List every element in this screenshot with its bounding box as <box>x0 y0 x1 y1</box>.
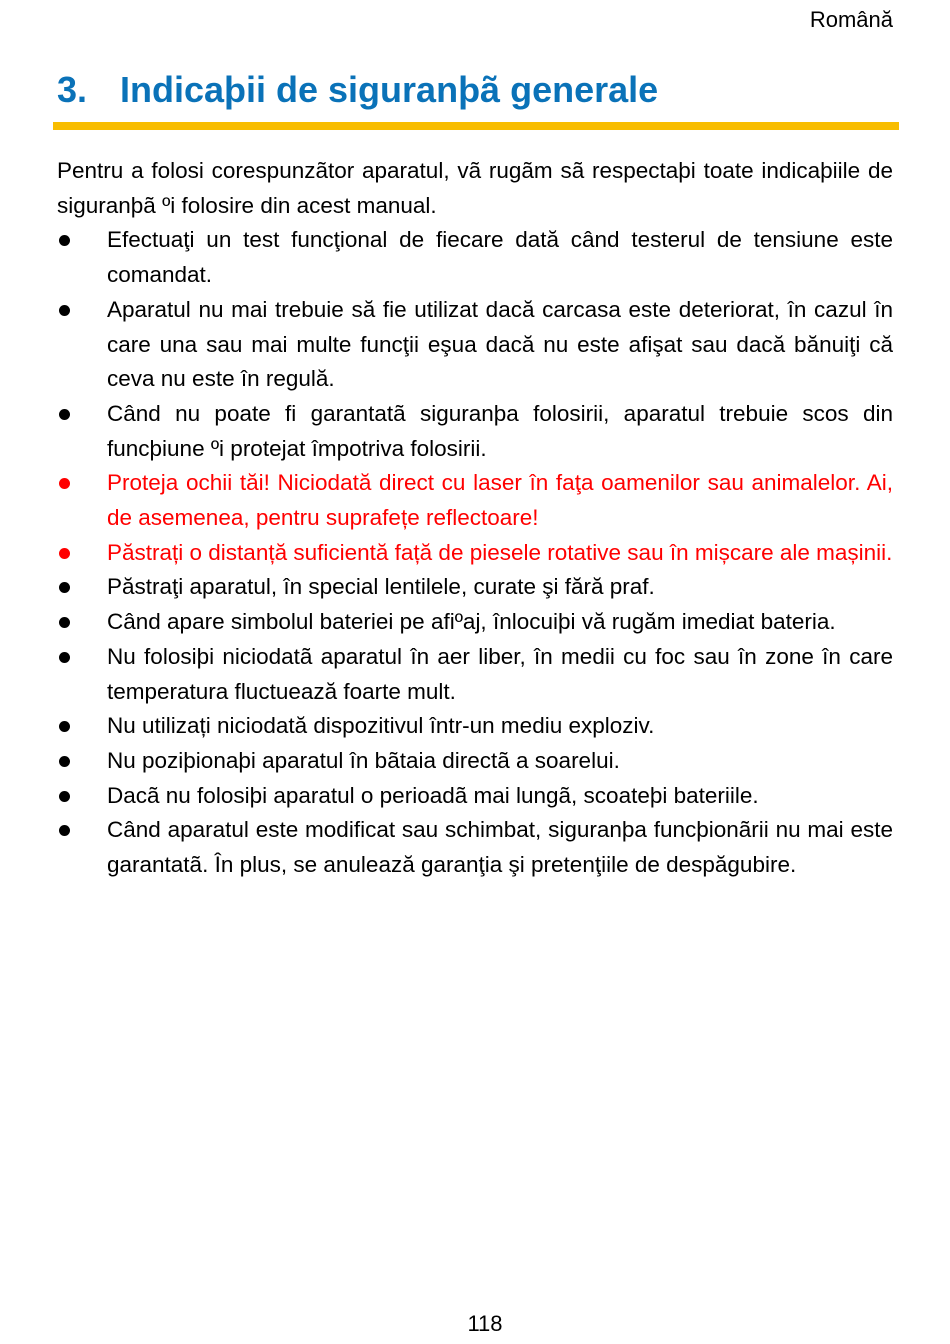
bullet-icon <box>59 409 70 420</box>
bullet-icon <box>59 548 70 559</box>
bullet-icon <box>59 617 70 628</box>
bullet-icon <box>59 791 70 802</box>
list-item-text: Efectuaţi un test funcţional de fiecare dată când testerul de tensiune este comandat. <box>107 227 893 288</box>
bullet-icon <box>59 721 70 732</box>
list-item <box>57 605 893 640</box>
list-item <box>57 293 893 397</box>
heading-underline <box>53 122 899 130</box>
safety-list <box>57 223 893 882</box>
list-item-text: Păstraţi aparatul, în special lentilele, curate şi fără praf. <box>107 574 655 600</box>
list-item <box>57 223 893 292</box>
list-item-text: Proteja ochii tăi! Niciodată direct cu laser în faţa oamenilor sau animalelor. Ai, de asemenea, pentru suprafețe reflectoare! <box>107 470 893 531</box>
list-item-text: Păstrați o distanță suficientă față de piesele rotative sau în mișcare ale mașinii. <box>107 539 893 565</box>
list-item <box>57 570 893 605</box>
list-item-text: Când nu poate fi garantatã siguranþa folosirii, aparatul trebuie scos din funcþiune ºi protejat împotriva folosirii. <box>107 400 893 461</box>
list-item-text: Aparatul nu mai trebuie să fie utilizat dacă carcasa este deteriorat, în cazul în care una sau mai multe funcţii eşua dacă nu este afişat sau dacă bănuiţi că ceva nu este în regulă. <box>107 296 893 392</box>
list-item-warning <box>57 466 893 535</box>
bullet-icon <box>59 825 70 836</box>
list-item-text: Dacã nu folosiþi aparatul o perioadã mai lungã, scoateþi bateriile. <box>107 782 759 808</box>
section-heading <box>57 66 899 114</box>
list-item <box>57 397 893 466</box>
list-item-text: Nu poziþionaþi aparatul în bãtaia directã a soarelui. <box>107 747 620 773</box>
bullet-icon <box>59 582 70 593</box>
section-title: Indicaþii de siguranþã generale <box>120 69 659 110</box>
list-item-text: Când apare simbolul bateriei pe afiºaj, înlocuiþi vă rugăm imediat bateria. <box>107 609 836 635</box>
section-number: 3. <box>57 69 88 110</box>
list-item <box>57 640 893 709</box>
list-item <box>57 779 893 814</box>
list-item <box>57 744 893 779</box>
bullet-icon <box>59 756 70 767</box>
page-number: 118 <box>467 1311 503 1336</box>
list-item-text: Nu folosiþi niciodatã aparatul în aer liber, în medii cu foc sau în zone în care temperatura fluctuează foarte mult. <box>107 643 893 704</box>
bullet-icon <box>59 235 70 246</box>
list-item <box>57 709 893 744</box>
list-item-warning <box>57 536 893 571</box>
list-item-text: Când aparatul este modificat sau schimbat, siguranþa funcþionãrii nu mai este garantatã. În plus, se anulează garanţia şi pretenţiile de despăgubire. <box>107 817 893 878</box>
intro-paragraph: Pentru a folosi corespunzãtor aparatul, vã rugãm sã respectaþi toate indicaþiile de siguranþã ºi folosire din acest manual. <box>57 158 893 218</box>
page-body <box>57 154 893 883</box>
bullet-icon <box>59 652 70 663</box>
bullet-icon <box>59 478 70 489</box>
list-item <box>57 813 893 882</box>
bullet-icon <box>59 305 70 316</box>
language-label: Română <box>809 7 893 32</box>
list-item-text: Nu utilizați niciodată dispozitivul într-un mediu exploziv. <box>107 713 655 739</box>
